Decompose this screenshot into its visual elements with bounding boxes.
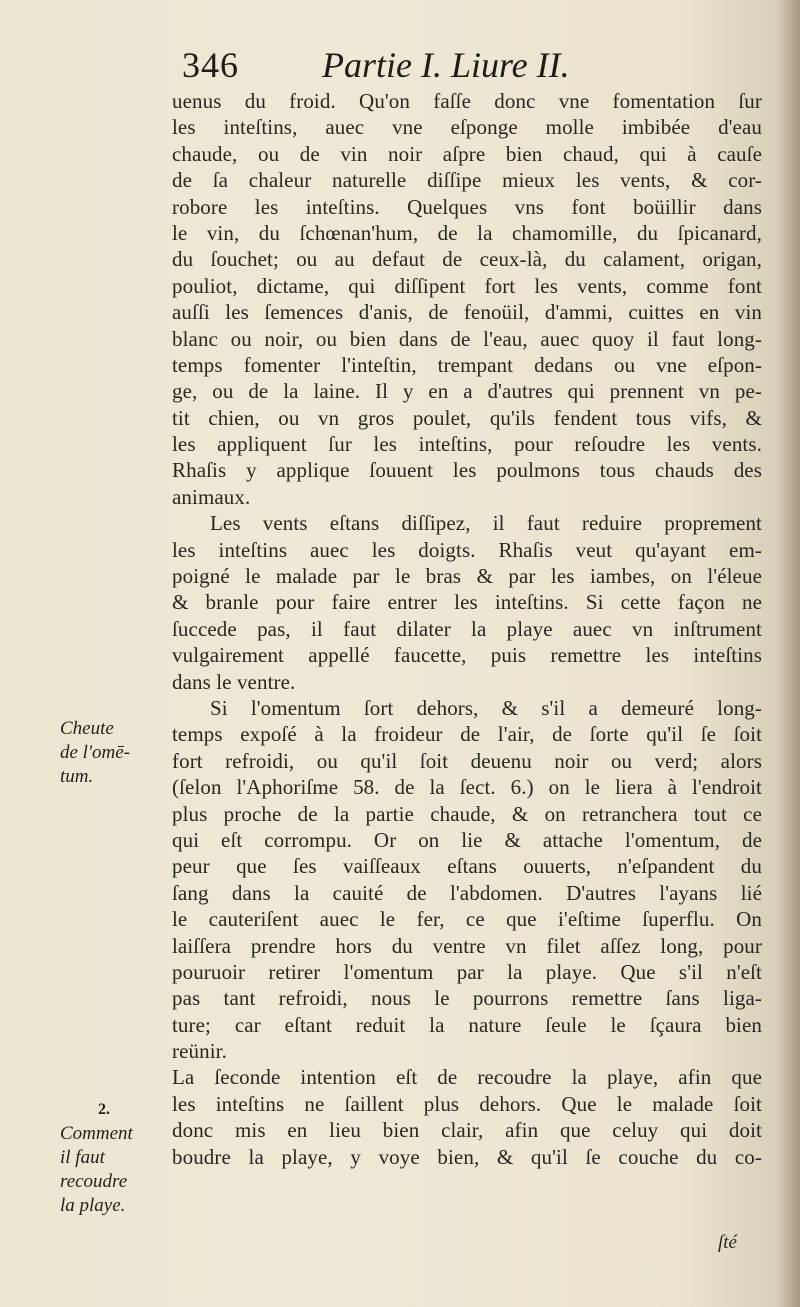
catchword: ſté [718, 1232, 737, 1253]
text-line: de ſa chaleur naturelle diſſipe mieux les vents, & cor- [172, 168, 762, 193]
text-line: (ſelon l'Aphoriſme 58. de la ſect. 6.) on le liera à l'endroit [172, 775, 762, 800]
margin-note-line: Comment [60, 1123, 133, 1144]
text-line: fort refroidi, ou qu'il ſoit deuenu noir ou verd; alors [172, 748, 762, 773]
text-line: les inteſtins, auec vne eſponge molle imbibée d'eau [172, 115, 762, 140]
margin-note-line: la playe. [60, 1195, 126, 1216]
text-line: reünir. [172, 1039, 227, 1064]
text-line: auſſi les ſemences d'anis, de fenoüil, d'ammi, cuittes en vin [172, 300, 762, 325]
text-line: donc mis en lieu bien clair, afin que celuy qui doit [172, 1118, 762, 1143]
margin-note-line: de l'omē- [60, 742, 131, 763]
text-line: dans le ventre. [172, 669, 296, 694]
text-line: robore les inteſtins. Quelques vns font boüillir dans [172, 194, 762, 219]
text-line: animaux. [172, 484, 251, 509]
text-line: pas tant refroidi, nous le pourrons remettre ſans liga- [172, 986, 762, 1011]
text-line: ſuccede pas, il faut dilater la playe auec vn inſtrument [172, 616, 762, 641]
text-line: qui eſt corrompu. Or on lie & attache l'omentum, de [172, 827, 762, 852]
text-line: Si l'omentum ſort dehors, & s'il a demeuré long- [210, 695, 762, 720]
text-line: La ſeconde intention eſt de recoudre la playe, afin que [172, 1065, 762, 1090]
text-line: blanc ou noir, ou bien dans de l'eau, auec quoy il faut long- [172, 326, 762, 351]
text-line: ge, ou de la laine. Il y en a d'autres qui prennent vn pe- [172, 379, 762, 404]
text-line: & branle pour faire entrer les inteſtins. Si cette façon ne [172, 590, 762, 615]
page-edge-shadow [778, 0, 800, 1307]
margin-note-line: recoudre [60, 1171, 128, 1192]
text-line: laiſſera prendre hors du ventre vn filet aſſez long, pour [172, 933, 762, 958]
text-line: pouliot, dictame, qui diſſipent fort les vents, comme font [172, 273, 762, 298]
body-text [172, 88, 762, 1170]
margin-note-number: 2. [98, 1101, 110, 1118]
margin-note-suture [60, 1098, 168, 1218]
text-line: le vin, du ſchœnan'hum, de la chamomille, du ſpicanard, [172, 220, 762, 245]
text-line: vulgairement appellé faucette, puis remettre les inteſtins [172, 643, 762, 668]
margin-note-omentum [60, 717, 168, 789]
text-line: temps fomenter l'inteſtin, trempant dedans ou vne eſpon- [172, 352, 762, 377]
text-line: temps expoſé à la froideur de l'air, de ſorte qu'il ſe ſoit [172, 722, 762, 747]
text-line: du ſouchet; ou au defaut de ceux-là, du calament, origan, [172, 247, 762, 272]
text-line: uenus du froid. Qu'on faſſe donc vne fomentation ſur [172, 89, 762, 113]
margin-note-line: tum. [60, 766, 94, 787]
text-line: les appliquent ſur les inteſtins, pour reſoudre les vents. [172, 432, 762, 457]
text-line: chaude, ou de vin noir aſpre bien chaud, qui à cauſe [172, 141, 762, 166]
text-line: Les vents eſtans diſſipez, il faut reduire proprement [210, 511, 762, 536]
text-line: pouruoir retirer l'omentum par la playe. Que s'il n'eſt [172, 959, 762, 984]
text-line: Rhaſis y applique ſouuent les poulmons tous chauds des [172, 458, 762, 483]
text-line: plus proche de la partie chaude, & on retranchera tout ce [172, 801, 762, 826]
page-number: 346 [182, 45, 239, 85]
text-line: les inteſtins ne ſaillent plus dehors. Que le malade ſoit [172, 1091, 762, 1116]
text-line: les inteſtins auec les doigts. Rhaſis veut qu'ayant em- [172, 537, 762, 562]
margin-note-line: Cheute [60, 718, 114, 739]
text-line: tit chien, ou vn gros poulet, qu'ils fendent tous vifs, & [172, 405, 762, 430]
margin-note-line: il faut [60, 1147, 105, 1168]
text-line: ture; car eſtant reduit la nature ſeule le ſçaura bien [172, 1012, 762, 1037]
text-line: boudre la playe, y voye bien, & qu'il ſe couche du co- [172, 1144, 762, 1169]
text-line: poigné le malade par le bras & par les iambes, on l'éleue [172, 564, 762, 589]
text-line: ſang dans la cauité de l'abdomen. D'autres l'ayans lié [172, 880, 762, 905]
text-line: le cauteriſent auec le fer, ce que i'eſtime ſuperflu. On [172, 907, 762, 932]
text-line: peur que ſes vaiſſeaux eſtans ouuerts, n'eſpandent du [172, 854, 762, 879]
running-title: Partie I. Liure II. [322, 45, 570, 85]
running-header [180, 44, 740, 92]
